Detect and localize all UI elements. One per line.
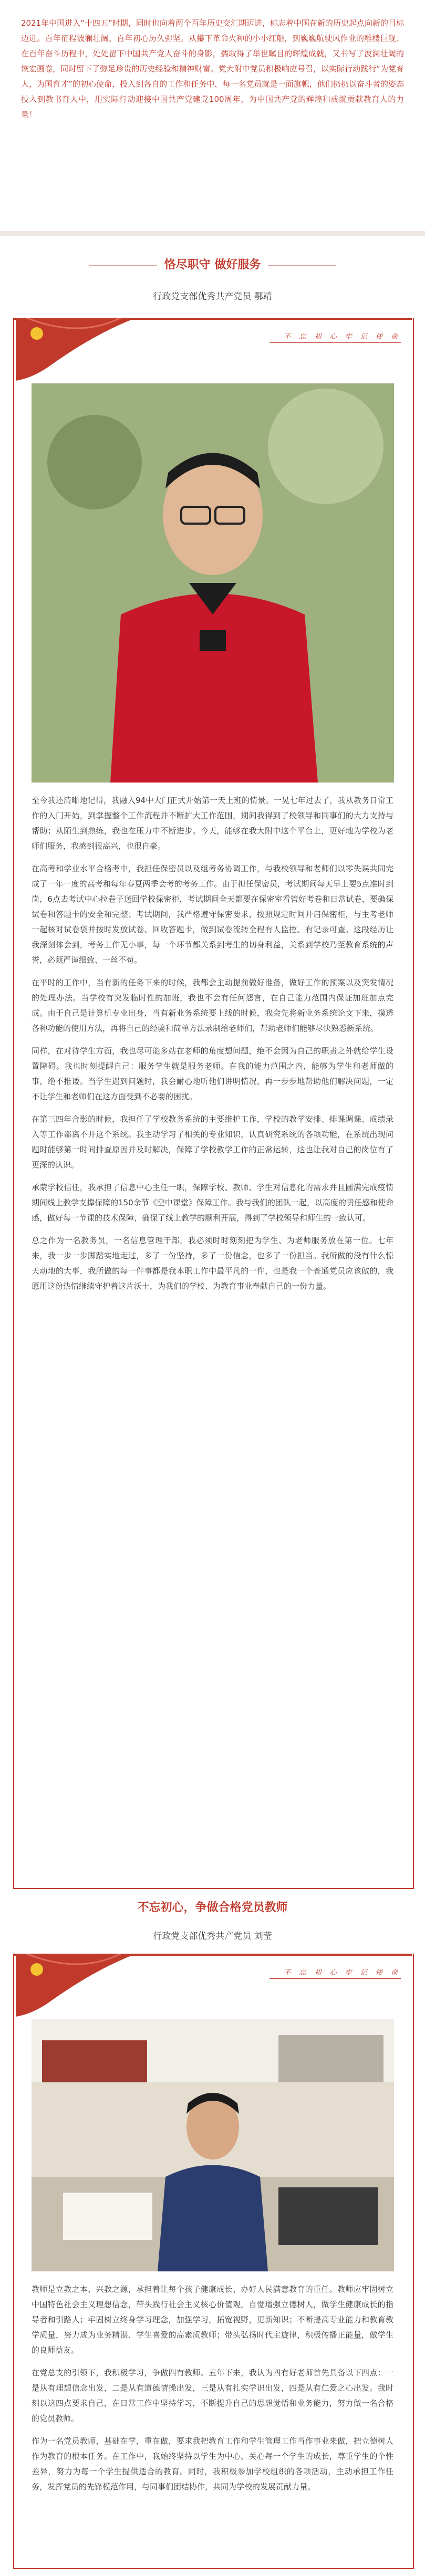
section-2-title: 不忘初心，争做合格党员教师	[137, 1901, 288, 1914]
section-2-paragraph-3: 作为一名党员教师，基础在学，重在做，要求我把教育工作和学生管理工作当作事业来做，把立德树人作为教育的根本任务。在工作中，我始终坚持以学生为中心，关心每一个学生的成长，尊重学生的个性差异，努力为每一个学生提供适合的教育。同时，我积极参加学校组织的各项活动，主动承担工作任务，发挥党员的先锋模范作用，与同事们团结协作，共同为学校的发展贡献力量。	[32, 2436, 393, 2491]
intro-block	[0, 16, 425, 122]
card-2-frame	[13, 1954, 414, 2569]
section-1-author: 行政党支部优秀共产党员 鄂靖	[153, 291, 272, 302]
section-1-paragraph-6: 承蒙学校信任，我承担了信息中心主任一职，保障学校、教师、学生对信息化的需求并且圆满完成疫情期间线上教学支撑保障的150余节《空中课堂》保障工作。我与我们的团队一起，以高度的责任感和使命感，做好每一节课的技术保障，确保了线上教学的顺利开展，得到了学校领导和师生的一致认可。	[32, 1183, 393, 1223]
title-line-left	[89, 265, 157, 266]
section-divider	[0, 231, 425, 236]
section-1-title-row	[0, 256, 425, 272]
intro-paragraph: 2021年中国进入“十四五”时期，同时也向着两个百年历史交汇期迈进，标志着中国在新的历史起点向新的目标迈进。百年征程波澜壮阔，百年初心历久弥坚。从攥下革命火种的小小红船，到巍巍航驶风作业的雕楼巨舰；在百年奋斗历程中，处处留下中国共产党人奋斗的身影，孺取得了举世瞩目的辉煌成就，又书写了波澜壮阔的恢宏画卷，同时留下了弥足珍贵的历史经验和精神财富。党大附中党员积极响应号召，以实际行动践行“为党育人，为国育才”的初心使命，投入到各自的工作和任务中，每一名党员就是一面旗帜，他们扔扔以奋斗者的姿态投入到教书育人中，用实际行动迎接中国共产党建党100周年，为中国共产党的辉煌和成就贡献教育人的力量！	[21, 18, 404, 119]
section-2-paragraph-2: 在党总支的引领下，我积极学习，争做四有教师。五年下来，我认为四有好老师首先具备以下四点：一是从有理想信念出发，二是从有道德情操出发，三是从有扎实学识出发，四是从有仁爱之心出发。我时刻以这四点要求自己，在日常工作中坚持学习，不断提升自己的思想觉悟和业务能力，努力做一名合格的党员教师。	[32, 2368, 393, 2423]
section-2-banner: 不 忘 初 心 牢 记 使 命	[284, 1969, 401, 1977]
section-1-paragraph-4: 同样，在对待学生方面，我也尽可能多站在老师的角度想问题，绝不会因为自己的职责之外就给学生设置障碍。我也时刻提醒自己：服务学生就是服务老师。在我的能力范围之内，能够为学生和老师做的事，绝不推诿。当学生遇到问题时，我会耐心地听他们讲明情况，再一步步地帮助他们解决问题，一定不让学生和老师们在这方面受到不必要的困扰。	[32, 1046, 393, 1101]
section-1-paragraph-5: 在第三四年合影的时候，我担任了学校教务系统的主要维护工作，学校的教学安排、排课调课、成绩录入等工作都离不开这个系统。我主动学习了相关的专业知识，认真研究系统的各项功能，在系统出现问题时能够第一时间排查原因并及时解决，保障了学校教学工作的正常运转，这也让我对自己的岗位有了更深的认识。	[32, 1114, 393, 1170]
section-1-banner: 不 忘 初 心 牢 记 使 命	[284, 333, 401, 341]
section-2-author: 行政党支部优秀共产党员 刘莹	[153, 1931, 272, 1942]
section-1-paragraph-2: 在高考和学业水平合格考中，我担任保密员以及组考务协调工作，与我校领导和老师们以零失误共同完成了一年一度的高考和每年春夏两季会考的考务工作。由于担任保密员，考试期间每天早上要5点准时到岗，6点去考试中心拉卷子送回学校保密柜，考试期间全天都要在保密室看管好考卷和日常试卷，要确保试卷和答题卡的安全和完整；考试期间，我严格遵守保密要求，按照规定时间开启保密柜，与主考老师一起核对试卷袋并按时发放试卷、回收答题卡，做到试卷流转全程有人监控、有记录可查。这段经历让我深刻体会到，考务工作无小事，每一个环节都关系到考生的切身利益，关系到学校乃至教育系统的声誉，必须严谨细致、一丝不苟。	[32, 864, 393, 965]
title-line-right	[268, 265, 336, 266]
section-1-paragraph-7: 总之作为一名教务员，一名信息管理干部，我必须时时刻刻把为学生、为老师服务放在第一位。七年来，我一步一步脚踏实地走过，多了一份坚持，多了一份信念，也多了一份担当。我所做的没有什么惊天动地的大事，我所做的每一件事都是我本职工作中最平凡的一件，也是我一个普通党员应该做的，我愿用这份热情继续守护着这片沃土，为我们的学校、为教育事业奉献自己的一份力量。	[32, 1236, 393, 1291]
section-1-paragraph-3: 在平时的工作中，当有新的任务下来的时候，我都会主动提前做好准备，做好工作的预案以及突发情况的处理办法。当学校有突发临时性的加班，我也不会有任何怨言，在自己能力范围内保证加班加点完成。由于自己是计算机专业出身，当有新业务系统要上线的时候，我会先将新业务系统论文下来，摸透各种功能的使用方法，再将自己的经验和简单方法录制给老师们，帮助老师们能够尽快熟悉新系统。	[32, 978, 393, 1033]
section-2-title-row	[0, 1899, 425, 1915]
section-2-paragraph-1: 教师是立教之本、兴教之源，承担着让每个孩子健康成长、办好人民满意教育的重任。教师应牢固树立中国特色社会主义理想信念，带头践行社会主义核心价值观，自觉增强立德树人，做学生健康成长的指导者和引路人；牢固树立终身学习理念，加强学习，拓宽视野，更新知识；不断提高专业能力和教育教学质量，努力成为业务精湛、学生喜爱的高素质教师；带头弘扬时代主旋律，积极传播正能量，做学生的良师益友。	[32, 2285, 393, 2355]
section-1-paragraph-1: 至今我还清晰地记得，我融入94中大门正式开始第一天上班的情景。一晃七年过去了，我从教务日常工作的入门开始，到掌握整个工作流程并不断扩大工作范围，期间我得到了校领导和同事们的大力支持与帮助；从陌生到熟练，我也在压力中不断进步。今天，能够在我大附中这个平台上，更好地为学校为老师们服务，我感到很高兴，也很自豪。	[32, 796, 393, 851]
card-1-frame	[13, 318, 414, 1889]
section-1-title: 恪尽职守 做好服务	[164, 258, 261, 272]
